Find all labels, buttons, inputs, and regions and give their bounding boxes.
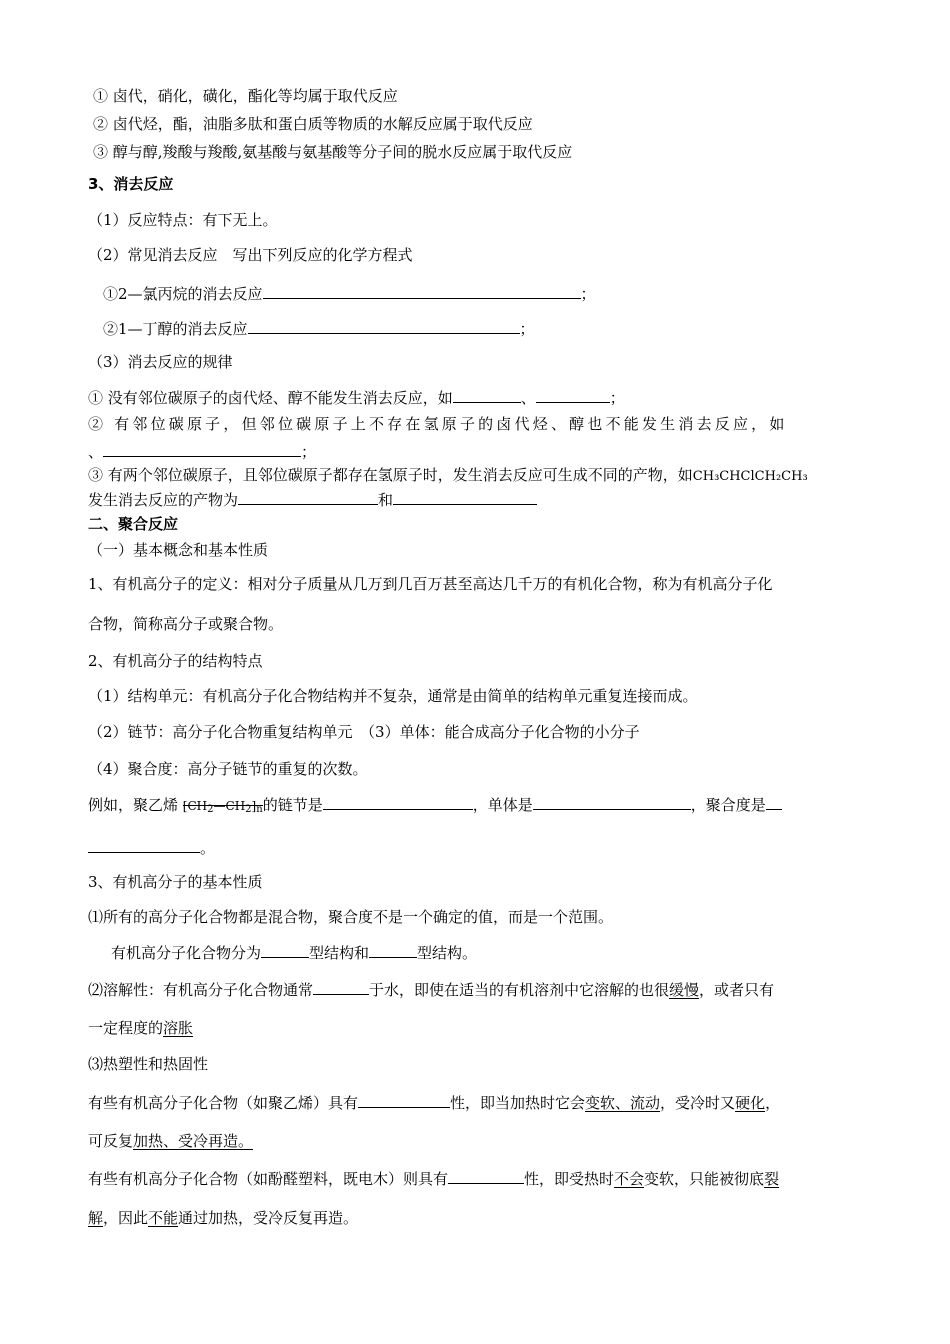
- thermoset-line: 有些有机高分子化合物（如酚醛塑料，既电木）则具有 性，即受热时不会变软，只能被彻底裂: [88, 1170, 780, 1188]
- elimination-rule-3: [88, 465, 808, 487]
- answer-blank[interactable]: [453, 387, 521, 403]
- polymerization-subheading: （一）基本概念和基本性质: [88, 541, 269, 559]
- dun-mark: 、: [88, 443, 104, 461]
- elimination-rule-2-cont: [88, 441, 316, 462]
- example-1-label: ①2—氯丙烷的消去反应: [103, 285, 263, 303]
- rule-3-formula: CH₃CHClCH₂CH₃: [692, 469, 808, 484]
- answer-blank[interactable]: [263, 283, 581, 299]
- elimination-rule-2: ② 有邻位碳原子，但邻位碳原子上不存在氢原子的卤代烃、醇也不能发生消去反应，如: [88, 415, 788, 433]
- structure-title: 2、有机高分子的结构特点: [88, 652, 263, 670]
- chain-unit-text: 的链节是: [262, 796, 323, 814]
- end-mark: ；: [609, 389, 625, 407]
- answer-blank[interactable]: [536, 387, 610, 403]
- answer-blank[interactable]: [88, 837, 200, 853]
- and-text: 和: [378, 491, 394, 509]
- answer-blank[interactable]: [248, 318, 520, 334]
- substitution-item-2: ② 卤代烃，酯，油脂多肽和蛋白质等物质的水解反应属于取代反应: [93, 115, 533, 133]
- elimination-common: （2）常见消去反应 写出下列反应的化学方程式: [88, 246, 413, 264]
- structure-4: （4）聚合度：高分子链节的重复的次数。: [88, 760, 368, 778]
- end-mark: ；: [519, 320, 535, 338]
- rule-3-text: ③ 有两个邻位碳原子，且邻位碳原子都存在氢原子时，发生消去反应可生成不同的产物，如: [88, 466, 693, 484]
- elimination-rule-title: （3）消去反应的规律: [88, 353, 233, 371]
- polyethylene-example-cont: [88, 837, 215, 858]
- substitution-item-3: ③ 醇与醇,羧酸与羧酸,氨基酸与氨基酸等分子间的脱水反应属于取代反应: [93, 143, 573, 161]
- end-mark: ；: [301, 443, 317, 461]
- answer-blank[interactable]: [261, 942, 309, 958]
- property-3: ⑶热塑性和热固性: [88, 1055, 209, 1073]
- answer-blank[interactable]: [358, 1092, 450, 1108]
- elimination-feature: （1）反应特点：有下无上。: [88, 211, 278, 229]
- rule-3-products-text: 发生消去反应的产物为: [88, 491, 239, 509]
- definition-line-2: 合物，简称高分子或聚合物。: [88, 615, 284, 633]
- substitution-item-1: ① 卤代，硝化，磺化，酯化等均属于取代反应: [93, 87, 398, 105]
- thermoplastic-line-cont: 可反复加热、受冷再造。: [88, 1132, 254, 1150]
- structure-2: （2）链节：高分子化合物重复结构单元 （3）单体：能合成高分子化合物的小分子: [88, 723, 640, 741]
- structure-1: （1）结构单元：有机高分子化合物结构并不复杂，通常是由简单的结构单元重复连接而成。: [88, 687, 698, 705]
- dun-mark: 、: [520, 389, 536, 407]
- polyethylene-example: [88, 794, 782, 820]
- degree-text: ，聚合度是: [690, 796, 766, 814]
- elimination-rule-1: [88, 387, 625, 408]
- property-title: 3、有机高分子的基本性质: [88, 873, 263, 891]
- polymerization-heading: 二、聚合反应: [88, 515, 179, 533]
- end-mark: ；: [580, 285, 596, 303]
- elimination-heading: 3、消去反应: [88, 175, 174, 193]
- answer-blank[interactable]: [766, 794, 782, 810]
- answer-blank[interactable]: [448, 1168, 524, 1184]
- thermoset-line-cont: 解，因此不能通过加热，受冷反复再造。: [88, 1209, 359, 1227]
- property-1: ⑴所有的高分子化合物都是混合物，聚合度不是一个确定的值，而是一个范围。: [88, 908, 614, 926]
- example-2-label: ②1—丁醇的消去反应: [103, 320, 248, 338]
- example-text: 例如，聚乙烯: [88, 796, 179, 814]
- answer-blank[interactable]: [533, 794, 691, 810]
- answer-blank[interactable]: [313, 979, 369, 995]
- polyethylene-formula: $[CH_2—CH_2]_n$: [182, 799, 263, 815]
- answer-blank[interactable]: [393, 489, 537, 505]
- property-1b: 有机高分子化合物分为 型结构和 型结构。: [111, 944, 478, 962]
- elimination-example-2: [103, 318, 535, 339]
- property-2: ⑵溶解性：有机高分子化合物通常 于水，即使在适当的有机溶剂中它溶解的也很缓慢，或者只有: [88, 981, 775, 999]
- answer-blank[interactable]: [369, 942, 417, 958]
- monomer-text: ，单体是: [472, 796, 533, 814]
- period-mark: 。: [200, 839, 216, 857]
- rule-1-text: ① 没有邻位碳原子的卤代烃、醇不能发生消去反应，如: [88, 389, 453, 407]
- definition-line-1: 1、有机高分子的定义：相对分子质量从几万到几百万甚至高达几千万的有机化合物，称为有机高分子化: [88, 575, 773, 593]
- property-2-cont: 一定程度的溶胀: [88, 1019, 194, 1037]
- thermoplastic-line: 有些有机高分子化合物（如聚乙烯）具有 性，即当加热时它会变软、流动，受冷时又硬化，: [88, 1094, 781, 1112]
- elimination-example-1: [103, 283, 596, 304]
- answer-blank[interactable]: [323, 794, 473, 810]
- elimination-rule-3-cont: [88, 489, 537, 510]
- answer-blank[interactable]: [103, 441, 301, 457]
- answer-blank[interactable]: [238, 489, 378, 505]
